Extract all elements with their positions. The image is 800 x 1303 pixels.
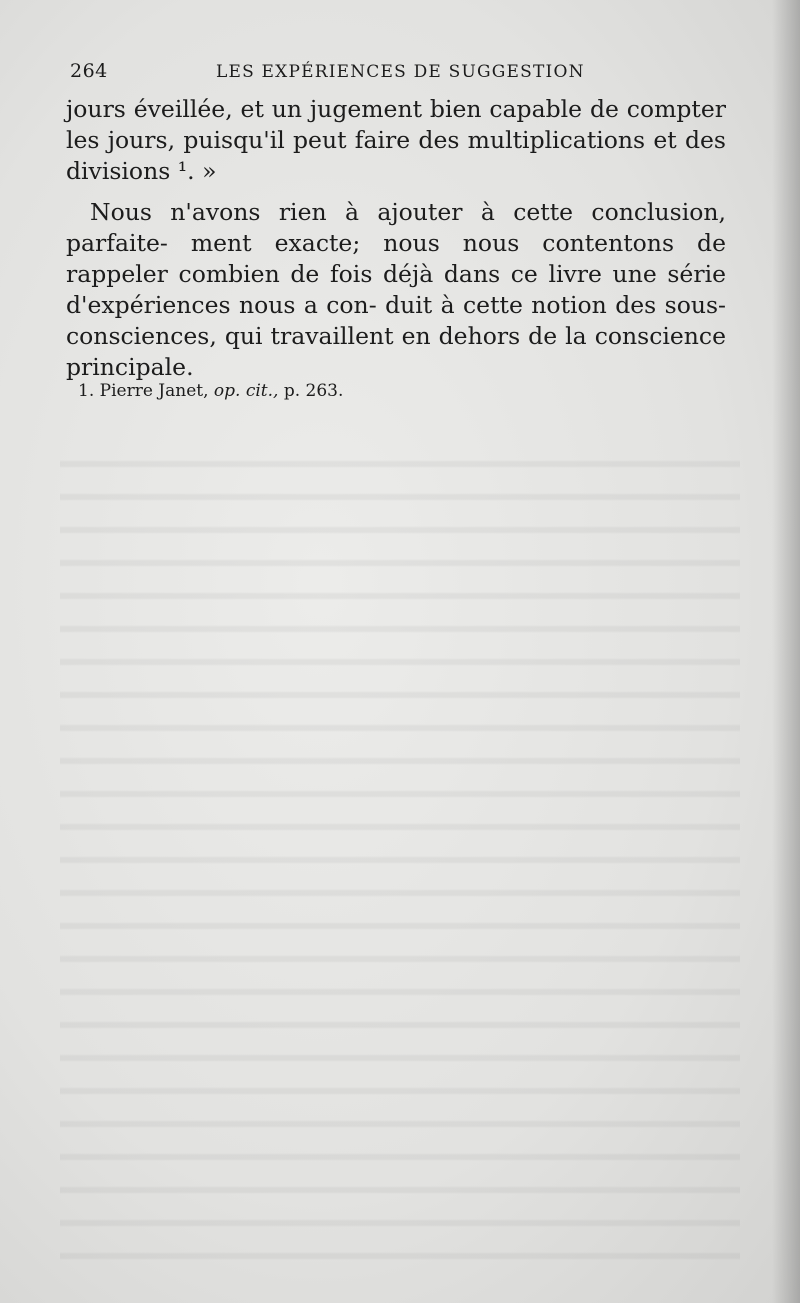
- text-line: Nous n'avons rien à ajouter à cette conclusion, parfaite-: [66, 198, 726, 257]
- text-line: ment exacte; nous nous contentons de rappeler combien de: [66, 229, 726, 288]
- text-line: jours éveillée, et un jugement bien capable de compter: [66, 95, 726, 123]
- page-number: 264: [70, 60, 108, 82]
- footnote-marker: 1.: [78, 381, 95, 401]
- footnote: [78, 381, 343, 401]
- paragraph-continuation: [66, 94, 726, 187]
- text-line: dehors de la conscience principale.: [66, 322, 726, 381]
- text-line: duit à cette notion des sous-consciences, qui travaillent en: [66, 291, 726, 350]
- footnote-reference: op. cit.,: [213, 381, 279, 401]
- paragraph-conclusion: [66, 197, 726, 383]
- footnote-author: Pierre Janet,: [99, 381, 209, 401]
- footnote-page: p. 263.: [283, 381, 344, 401]
- body-text: [66, 94, 726, 383]
- running-head: [70, 60, 600, 90]
- running-title: LES EXPÉRIENCES DE SUGGESTION: [216, 62, 585, 82]
- text-line: fois déjà dans ce livre une série d'expériences nous a con-: [66, 260, 726, 319]
- text-line: divisions ¹. »: [66, 157, 217, 185]
- page-edge-shadow: [772, 0, 800, 1303]
- show-through-texture: [60, 440, 740, 1260]
- text-line: les jours, puisqu'il peut faire des multiplications et des: [66, 126, 726, 154]
